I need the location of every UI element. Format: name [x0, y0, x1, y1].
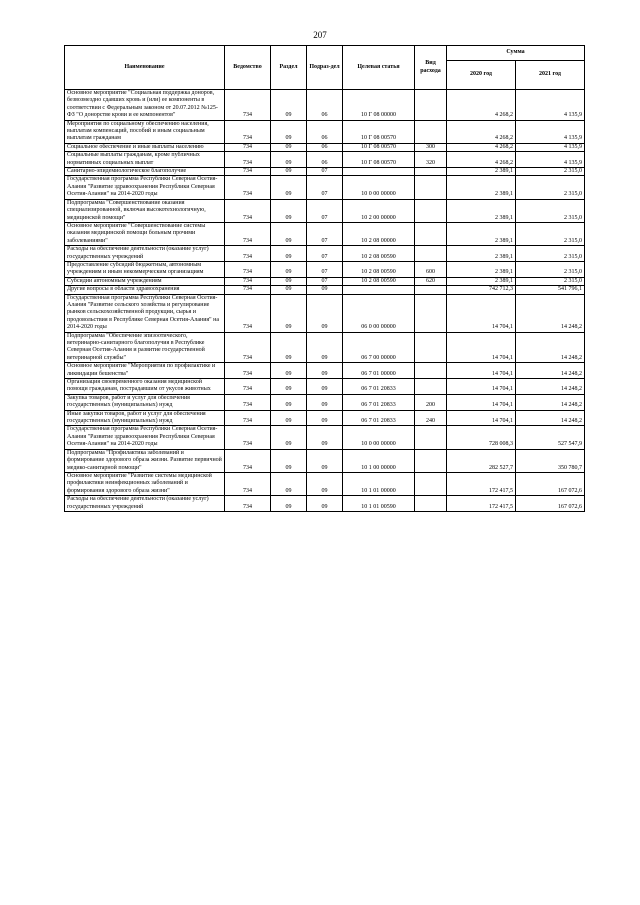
- cell-2021: 2 315,0: [516, 176, 585, 199]
- cell-name: Санитарно-эпидемиологическое благополучие: [65, 168, 225, 176]
- cell-subsection: 07: [307, 176, 343, 199]
- cell-name: Государственная программа Республики Северная Осетия-Алания "Развитие сельского хозяйства и регулирование рынков сельскохозяйственной продукции, сырья и продовольствия в Республике Северная Осетия-Алания" на 2014-2020 годы: [65, 294, 225, 332]
- cell-dept: 734: [225, 199, 271, 222]
- cell-target: 06 7 01 20833: [343, 394, 415, 410]
- cell-expense-type: [415, 246, 447, 262]
- cell-expense-type: [415, 120, 447, 143]
- cell-target: 10 2 00 00000: [343, 199, 415, 222]
- cell-subsection: 06: [307, 90, 343, 121]
- cell-name: Субсидии автономным учреждениям: [65, 277, 225, 285]
- cell-section: 09: [271, 90, 307, 121]
- cell-expense-type: 600: [415, 261, 447, 277]
- cell-2020: 172 417,5: [447, 472, 516, 495]
- cell-subsection: 06: [307, 152, 343, 168]
- cell-2020: 728 008,3: [447, 426, 516, 449]
- cell-2020: 14 704,1: [447, 410, 516, 426]
- cell-dept: 734: [225, 90, 271, 121]
- cell-name: Государственная программа Республики Северная Осетия-Алания "Развитие здравоохранения Республики Северная Осетия-Алания" на 2014-2020 годы: [65, 426, 225, 449]
- cell-subsection: 07: [307, 246, 343, 262]
- cell-target: 06 7 01 00000: [343, 363, 415, 379]
- cell-expense-type: [415, 168, 447, 176]
- cell-2020: 2 389,1: [447, 246, 516, 262]
- cell-subsection: 07: [307, 222, 343, 245]
- cell-target: [343, 168, 415, 176]
- cell-section: 09: [271, 277, 307, 285]
- table-row: [65, 332, 585, 363]
- cell-subsection: 09: [307, 332, 343, 363]
- cell-2021: 14 248,2: [516, 410, 585, 426]
- cell-section: 09: [271, 176, 307, 199]
- table-row: [65, 410, 585, 426]
- table-row: [65, 246, 585, 262]
- cell-section: 09: [271, 496, 307, 512]
- table-row: [65, 426, 585, 449]
- cell-name: Расходы на обеспечение деятельности (оказание услуг) государственных учреждений: [65, 246, 225, 262]
- cell-dept: 734: [225, 246, 271, 262]
- cell-subsection: 09: [307, 410, 343, 426]
- cell-expense-type: [415, 449, 447, 472]
- cell-expense-type: [415, 363, 447, 379]
- cell-section: 09: [271, 363, 307, 379]
- cell-subsection: 09: [307, 394, 343, 410]
- cell-name: Организация своевременного оказания медицинской помощи гражданам, пострадавшим от укусов животных: [65, 379, 225, 395]
- header-target: Целевая статья: [343, 46, 415, 90]
- cell-section: 09: [271, 199, 307, 222]
- cell-subsection: 07: [307, 261, 343, 277]
- header-2020: 2020 год: [447, 61, 516, 90]
- cell-name: Предоставление субсидий бюджетным, автономным учреждениям и иным некоммерческим организациям: [65, 261, 225, 277]
- cell-2021: 541 796,1: [516, 286, 585, 294]
- cell-2020: 172 417,5: [447, 496, 516, 512]
- table-row: [65, 90, 585, 121]
- cell-2021: 14 248,2: [516, 394, 585, 410]
- cell-expense-type: [415, 379, 447, 395]
- cell-target: 10 Г 08 00570: [343, 152, 415, 168]
- cell-section: 09: [271, 449, 307, 472]
- cell-section: 09: [271, 294, 307, 332]
- cell-2021: 14 248,2: [516, 363, 585, 379]
- cell-expense-type: [415, 90, 447, 121]
- cell-expense-type: 620: [415, 277, 447, 285]
- cell-subsection: 09: [307, 286, 343, 294]
- cell-2020: 2 389,1: [447, 176, 516, 199]
- cell-dept: 734: [225, 120, 271, 143]
- cell-name: Социальные выплаты гражданам, кроме публичных нормативных социальных выплат: [65, 152, 225, 168]
- table-row: [65, 120, 585, 143]
- cell-target: 10 1 00 00000: [343, 449, 415, 472]
- cell-2021: 2 315,0: [516, 277, 585, 285]
- cell-dept: 734: [225, 410, 271, 426]
- cell-expense-type: 200: [415, 394, 447, 410]
- cell-target: 10 Г 08 00570: [343, 143, 415, 151]
- cell-target: 06 0 00 00000: [343, 294, 415, 332]
- cell-2021: 4 135,9: [516, 90, 585, 121]
- header-expense-type: Вид расхода: [415, 46, 447, 90]
- cell-2020: 14 704,1: [447, 363, 516, 379]
- cell-2021: 4 135,9: [516, 152, 585, 168]
- cell-section: 09: [271, 286, 307, 294]
- table-row: [65, 277, 585, 285]
- cell-dept: 734: [225, 261, 271, 277]
- cell-dept: 734: [225, 294, 271, 332]
- cell-subsection: 07: [307, 168, 343, 176]
- cell-2021: 2 315,0: [516, 222, 585, 245]
- table-row: [65, 394, 585, 410]
- cell-name: Социальное обеспечение и иные выплаты населению: [65, 143, 225, 151]
- cell-2020: 2 389,1: [447, 261, 516, 277]
- cell-subsection: 06: [307, 120, 343, 143]
- cell-subsection: 09: [307, 496, 343, 512]
- cell-subsection: 09: [307, 472, 343, 495]
- cell-2021: 167 072,6: [516, 496, 585, 512]
- table-row: [65, 143, 585, 151]
- cell-2020: 4 268,2: [447, 90, 516, 121]
- header-sum: Сумма: [447, 46, 585, 61]
- cell-target: 10 1 01 00590: [343, 496, 415, 512]
- cell-expense-type: [415, 294, 447, 332]
- cell-section: 09: [271, 246, 307, 262]
- cell-expense-type: [415, 222, 447, 245]
- cell-name: Основное мероприятие "Совершенствование системы оказания медицинской помощи больным прочими заболеваниями": [65, 222, 225, 245]
- cell-2021: 527 547,9: [516, 426, 585, 449]
- table-row: [65, 286, 585, 294]
- cell-2021: 4 135,9: [516, 120, 585, 143]
- cell-dept: 734: [225, 286, 271, 294]
- cell-expense-type: [415, 176, 447, 199]
- cell-name: Подпрограмма "Профилактика заболеваний и формирование здорового образа жизни. Развитие первичной медико-санитарной помощи": [65, 449, 225, 472]
- budget-table: [64, 45, 585, 512]
- cell-2021: 350 780,7: [516, 449, 585, 472]
- cell-subsection: 09: [307, 363, 343, 379]
- cell-subsection: 07: [307, 277, 343, 285]
- table-row: [65, 222, 585, 245]
- table-row: [65, 152, 585, 168]
- table-row: [65, 379, 585, 395]
- header-2021: 2021 год: [516, 61, 585, 90]
- cell-name: Расходы на обеспечение деятельности (оказание услуг) государственных учреждений: [65, 496, 225, 512]
- cell-target: 10 1 01 00000: [343, 472, 415, 495]
- cell-section: 09: [271, 222, 307, 245]
- cell-section: 09: [271, 120, 307, 143]
- cell-subsection: 09: [307, 426, 343, 449]
- cell-section: 09: [271, 472, 307, 495]
- cell-2021: 2 315,0: [516, 246, 585, 262]
- cell-section: 09: [271, 143, 307, 151]
- cell-section: 09: [271, 410, 307, 426]
- cell-target: 10 0 00 00000: [343, 426, 415, 449]
- table-row: [65, 199, 585, 222]
- cell-expense-type: [415, 332, 447, 363]
- cell-dept: 734: [225, 222, 271, 245]
- cell-name: Основное мероприятие "Развитие системы медицинской профилактики неинфекционных заболеваний и формирования здорового образа жизни": [65, 472, 225, 495]
- header-name: Наименование: [65, 46, 225, 90]
- cell-section: 09: [271, 261, 307, 277]
- table-row: [65, 294, 585, 332]
- table-row: [65, 496, 585, 512]
- cell-name: Другие вопросы в области здравоохранения: [65, 286, 225, 294]
- cell-2020: 4 268,2: [447, 120, 516, 143]
- table-row: [65, 261, 585, 277]
- table-body: [65, 90, 585, 512]
- cell-target: [343, 286, 415, 294]
- cell-name: Иные закупки товаров, работ и услуг для обеспечения государственных (муниципальных) нужд: [65, 410, 225, 426]
- cell-2021: 2 315,0: [516, 199, 585, 222]
- cell-name: Подпрограмма "Совершенствование оказания специализированной, включая высокотехнологичную, медицинской помощи": [65, 199, 225, 222]
- cell-2021: 2 315,0: [516, 168, 585, 176]
- cell-2021: 4 135,9: [516, 143, 585, 151]
- cell-target: 10 Г 08 00000: [343, 90, 415, 121]
- table-row: [65, 472, 585, 495]
- cell-2020: 2 389,1: [447, 168, 516, 176]
- cell-dept: 734: [225, 472, 271, 495]
- cell-target: 06 7 01 20833: [343, 379, 415, 395]
- cell-dept: 734: [225, 363, 271, 379]
- cell-name: Закупка товаров, работ и услуг для обеспечения государственных (муниципальных) нужд: [65, 394, 225, 410]
- cell-2020: 14 704,1: [447, 379, 516, 395]
- cell-2020: 14 704,1: [447, 332, 516, 363]
- cell-section: 09: [271, 332, 307, 363]
- cell-target: 10 2 08 00590: [343, 246, 415, 262]
- cell-name: Мероприятия по социальному обеспечению населения, выплатам компенсаций, пособий и иным социальным выплатам гражданам: [65, 120, 225, 143]
- cell-expense-type: [415, 199, 447, 222]
- cell-expense-type: [415, 472, 447, 495]
- cell-target: 10 2 08 00590: [343, 261, 415, 277]
- cell-target: 06 7 00 00000: [343, 332, 415, 363]
- cell-2020: 4 268,2: [447, 143, 516, 151]
- header-section: Раздел: [271, 46, 307, 90]
- cell-2021: 14 248,2: [516, 332, 585, 363]
- cell-target: 10 Г 08 00570: [343, 120, 415, 143]
- cell-name: Основное мероприятие "Социальная поддержка доноров, безвозмездно сдавших кровь и (или) ее компоненты в соответствии с Федеральным законом от 20.07.2012 №125-ФЗ "О донорстве крови и ее компонентов": [65, 90, 225, 121]
- cell-dept: 734: [225, 379, 271, 395]
- cell-dept: 734: [225, 332, 271, 363]
- cell-section: 09: [271, 426, 307, 449]
- cell-2020: 14 704,1: [447, 294, 516, 332]
- cell-2020: 742 712,3: [447, 286, 516, 294]
- cell-2020: 4 268,2: [447, 152, 516, 168]
- cell-expense-type: [415, 426, 447, 449]
- cell-expense-type: 300: [415, 143, 447, 151]
- cell-target: 06 7 01 20833: [343, 410, 415, 426]
- cell-dept: 734: [225, 152, 271, 168]
- table-row: [65, 168, 585, 176]
- cell-subsection: 09: [307, 449, 343, 472]
- cell-section: 09: [271, 394, 307, 410]
- cell-dept: 734: [225, 394, 271, 410]
- cell-dept: 734: [225, 176, 271, 199]
- cell-expense-type: 320: [415, 152, 447, 168]
- cell-2020: 282 527,7: [447, 449, 516, 472]
- cell-expense-type: [415, 286, 447, 294]
- cell-subsection: 07: [307, 199, 343, 222]
- cell-name: Основное мероприятие "Мероприятия по профилактике и ликвидации бешенства": [65, 363, 225, 379]
- cell-target: 10 2 08 00590: [343, 277, 415, 285]
- cell-subsection: 06: [307, 143, 343, 151]
- cell-2021: 167 072,6: [516, 472, 585, 495]
- cell-target: 10 2 08 00000: [343, 222, 415, 245]
- cell-2021: 2 315,0: [516, 261, 585, 277]
- cell-dept: 734: [225, 496, 271, 512]
- cell-target: 10 0 00 00000: [343, 176, 415, 199]
- cell-expense-type: [415, 496, 447, 512]
- table-row: [65, 176, 585, 199]
- header-dept: Ведомство: [225, 46, 271, 90]
- header-subsection: Подраз-дел: [307, 46, 343, 90]
- cell-dept: 734: [225, 143, 271, 151]
- cell-name: Государственная программа Республики Северная Осетия-Алания "Развитие здравоохранения Республики Северная Осетия-Алания" на 2014-2020 годы: [65, 176, 225, 199]
- cell-dept: 734: [225, 426, 271, 449]
- cell-expense-type: 240: [415, 410, 447, 426]
- cell-dept: 734: [225, 168, 271, 176]
- cell-2021: 14 248,2: [516, 379, 585, 395]
- table-row: [65, 363, 585, 379]
- cell-dept: 734: [225, 277, 271, 285]
- cell-2020: 14 704,1: [447, 394, 516, 410]
- table-row: [65, 449, 585, 472]
- cell-section: 09: [271, 152, 307, 168]
- cell-dept: 734: [225, 449, 271, 472]
- cell-2020: 2 389,1: [447, 277, 516, 285]
- page-number: 207: [313, 30, 327, 40]
- cell-section: 09: [271, 168, 307, 176]
- cell-2021: 14 248,2: [516, 294, 585, 332]
- cell-name: Подпрограмма "Обеспечение эпизоотического, ветеринарно-санитарного благополучия в Республике Северная Осетия-Алания и развитие государственной ветеринарной службы": [65, 332, 225, 363]
- cell-2020: 2 389,1: [447, 199, 516, 222]
- cell-subsection: 09: [307, 294, 343, 332]
- cell-2020: 2 389,1: [447, 222, 516, 245]
- cell-section: 09: [271, 379, 307, 395]
- cell-subsection: 09: [307, 379, 343, 395]
